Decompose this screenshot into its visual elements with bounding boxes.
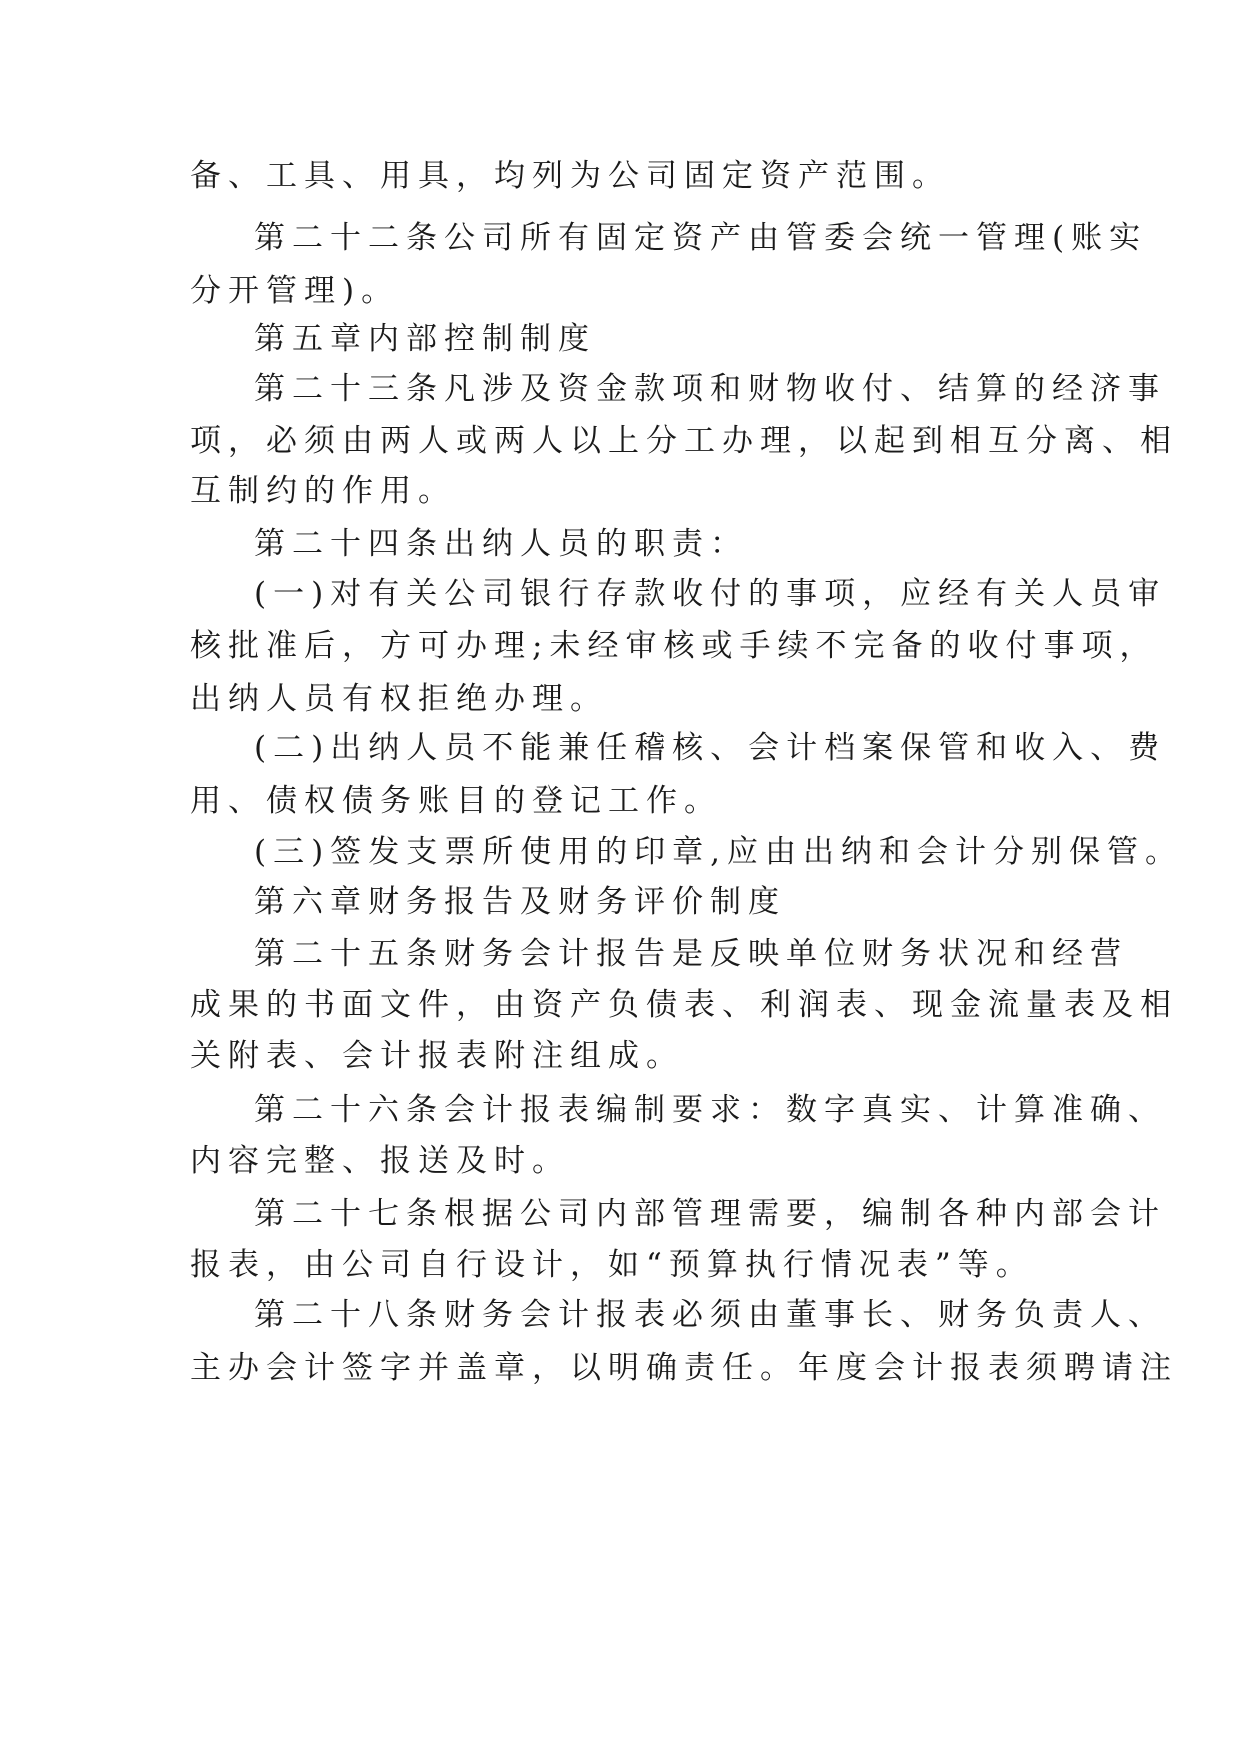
text-line: 第五章内部控制制度 [254,321,596,357]
text-line: 第二十三条凡涉及资金款项和财物收付、结算的经济事 [254,371,1166,407]
text-line: 分开管理)。 [190,273,400,309]
text-line: 出纳人员有权拒绝办理。 [190,681,608,717]
text-line: 互制约的作用。 [190,473,456,509]
text-line: (一)对有关公司银行存款收付的事项，应经有关人员审 [254,576,1167,612]
text-line: (三)签发支票所使用的印章,应由出纳和会计分别保管。 [254,834,1184,870]
text-line: 第二十八条财务会计报表必须由董事长、财务负责人、 [254,1297,1166,1333]
text-line: 第二十七条根据公司内部管理需要，编制各种内部会计 [254,1196,1166,1232]
text-line: (二)出纳人员不能兼任稽核、会计档案保管和收入、费 [254,730,1167,766]
text-line: 核批准后，方可办理;未经审核或手续不完备的收付事项， [190,628,1158,664]
text-line: 主办会计签字并盖章，以明确责任。年度会计报表须聘请注 [190,1350,1178,1386]
text-line: 第二十五条财务会计报告是反映单位财务状况和经营 [254,936,1128,972]
text-line: 报表，由公司自行设计，如“预算执行情况表”等。 [190,1247,1034,1283]
text-line: 成果的书面文件，由资产负债表、利润表、现金流量表及相 [190,987,1178,1023]
text-line: 内容完整、报送及时。 [190,1143,570,1179]
text-line: 关附表、会计报表附注组成。 [190,1038,684,1074]
text-line: 用、债权债务账目的登记工作。 [190,783,722,819]
text-line: 第二十六条会计报表编制要求：数字真实、计算准确、 [254,1092,1166,1128]
text-line: 第六章财务报告及财务评价制度 [254,884,786,920]
text-line: 备、工具、用具，均列为公司固定资产范围。 [190,158,950,194]
text-line: 第二十二条公司所有固定资产由管委会统一管理(账实 [254,220,1148,256]
text-line: 项，必须由两人或两人以上分工办理，以起到相互分离、相 [190,423,1178,459]
text-line: 第二十四条出纳人员的职责： [254,526,748,562]
